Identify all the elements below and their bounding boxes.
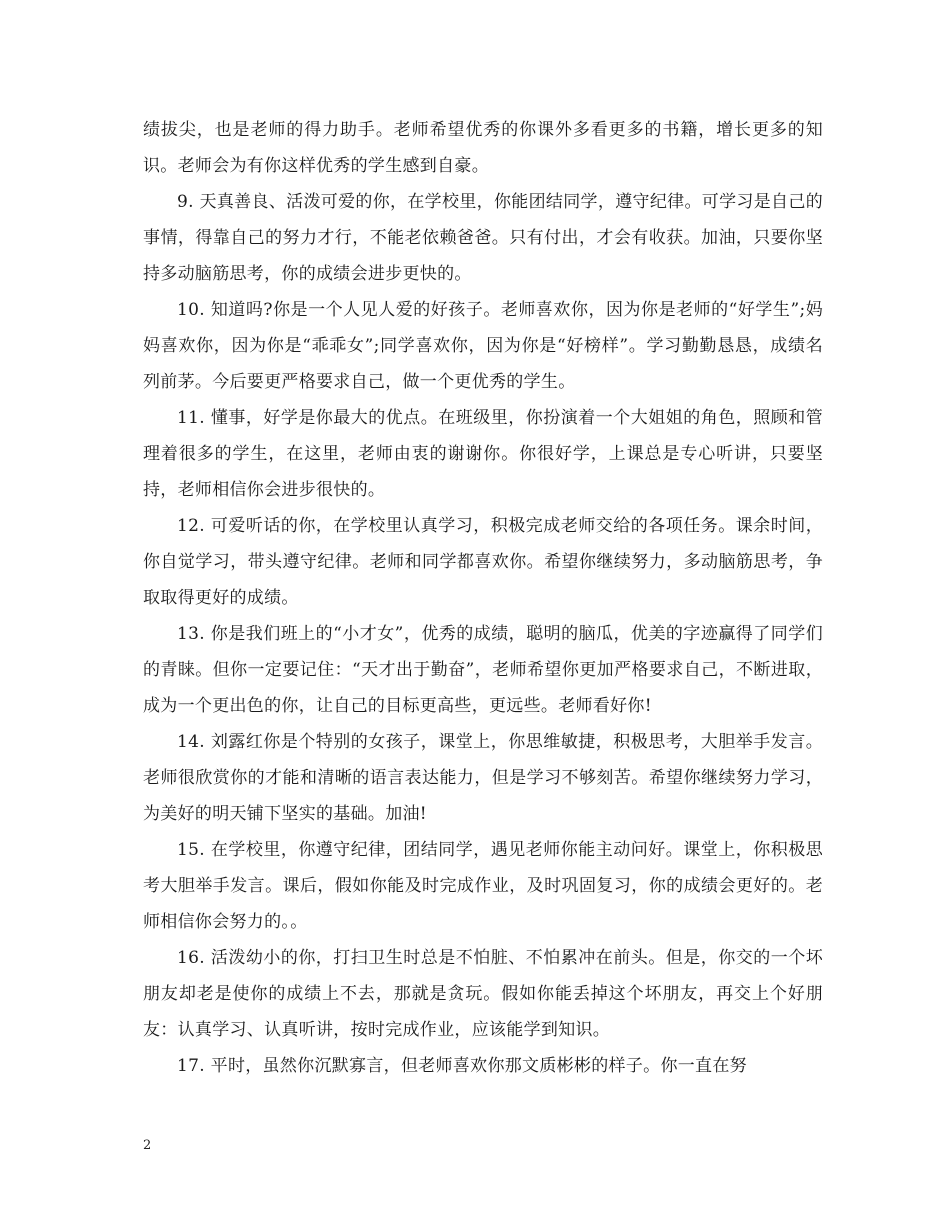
paragraph-item-13: 13. 你是我们班上的“小才女”，优秀的成绩，聪明的脑瓜，优美的字迹赢得了同学们的青睐。但你一定要记住：“天才出于勤奋”，老师希望你更加严格要求自己，不断进取，成为一个更出色的你，让自己的目标更高些，更远些。老师看好你! xyxy=(143,624,823,716)
paragraph-item-15: 15. 在学校里，你遵守纪律，团结同学，遇见老师你能主动问好。课堂上，你积极思考大胆举手发言。课后，假如你能及时完成作业，及时巩固复习，你的成绩会更好的。老师相信你会努力的。。 xyxy=(143,840,823,932)
document-body xyxy=(143,112,823,1084)
paragraph-item-16: 16. 活泼幼小的你，打扫卫生时总是不怕脏、不怕累冲在前头。但是，你交的一个坏朋友却老是使你的成绩上不去，那就是贪玩。假如你能丢掉这个坏朋友，再交上个好朋友：认真学习、认真听讲，按时完成作业，应该能学到知识。 xyxy=(143,948,823,1040)
paragraph-item-11: 11. 懂事，好学是你最大的优点。在班级里，你扮演着一个大姐姐的角色，照顾和管理着很多的学生，在这里，老师由衷的谢谢你。你很好学，上课总是专心听讲，只要坚持，老师相信你会进步很快的。 xyxy=(143,408,823,500)
paragraph-continuation: 绩拔尖，也是老师的得力助手。老师希望优秀的你课外多看更多的书籍，增长更多的知识。老师会为有你这样优秀的学生感到自豪。 xyxy=(143,120,823,176)
paragraph-item-17: 17. 平时，虽然你沉默寡言，但老师喜欢你那文质彬彬的样子。你一直在努 xyxy=(177,1056,747,1076)
paragraph-item-14: 14. 刘露红你是个特别的女孩子，课堂上，你思维敏捷，积极思考，大胆举手发言。老师很欣赏你的才能和清晰的语言表达能力，但是学习不够刻苦。希望你继续努力学习，为美好的明天铺下坚实的基础。加油! xyxy=(143,732,823,824)
page-number: 2 xyxy=(143,1138,152,1153)
paragraph-item-9: 9. 天真善良、活泼可爱的你，在学校里，你能团结同学，遵守纪律。可学习是自己的事情，得靠自己的努力才行，不能老依赖爸爸。只有付出，才会有收获。加油，只要你坚持多动脑筋思考，你的成绩会进步更快的。 xyxy=(143,192,823,284)
paragraph-item-12: 12. 可爱听话的你，在学校里认真学习，积极完成老师交给的各项任务。课余时间，你自觉学习，带头遵守纪律。老师和同学都喜欢你。希望你继续努力，多动脑筋思考，争取取得更好的成绩。 xyxy=(143,516,823,608)
paragraph-item-10: 10. 知道吗?你是一个人见人爱的好孩子。老师喜欢你，因为你是老师的“好学生”;妈妈喜欢你，因为你是“乖乖女”;同学喜欢你，因为你是“好榜样”。学习勤勤恳恳，成绩名列前茅。今后要更严格要求自己，做一个更优秀的学生。 xyxy=(143,300,823,392)
